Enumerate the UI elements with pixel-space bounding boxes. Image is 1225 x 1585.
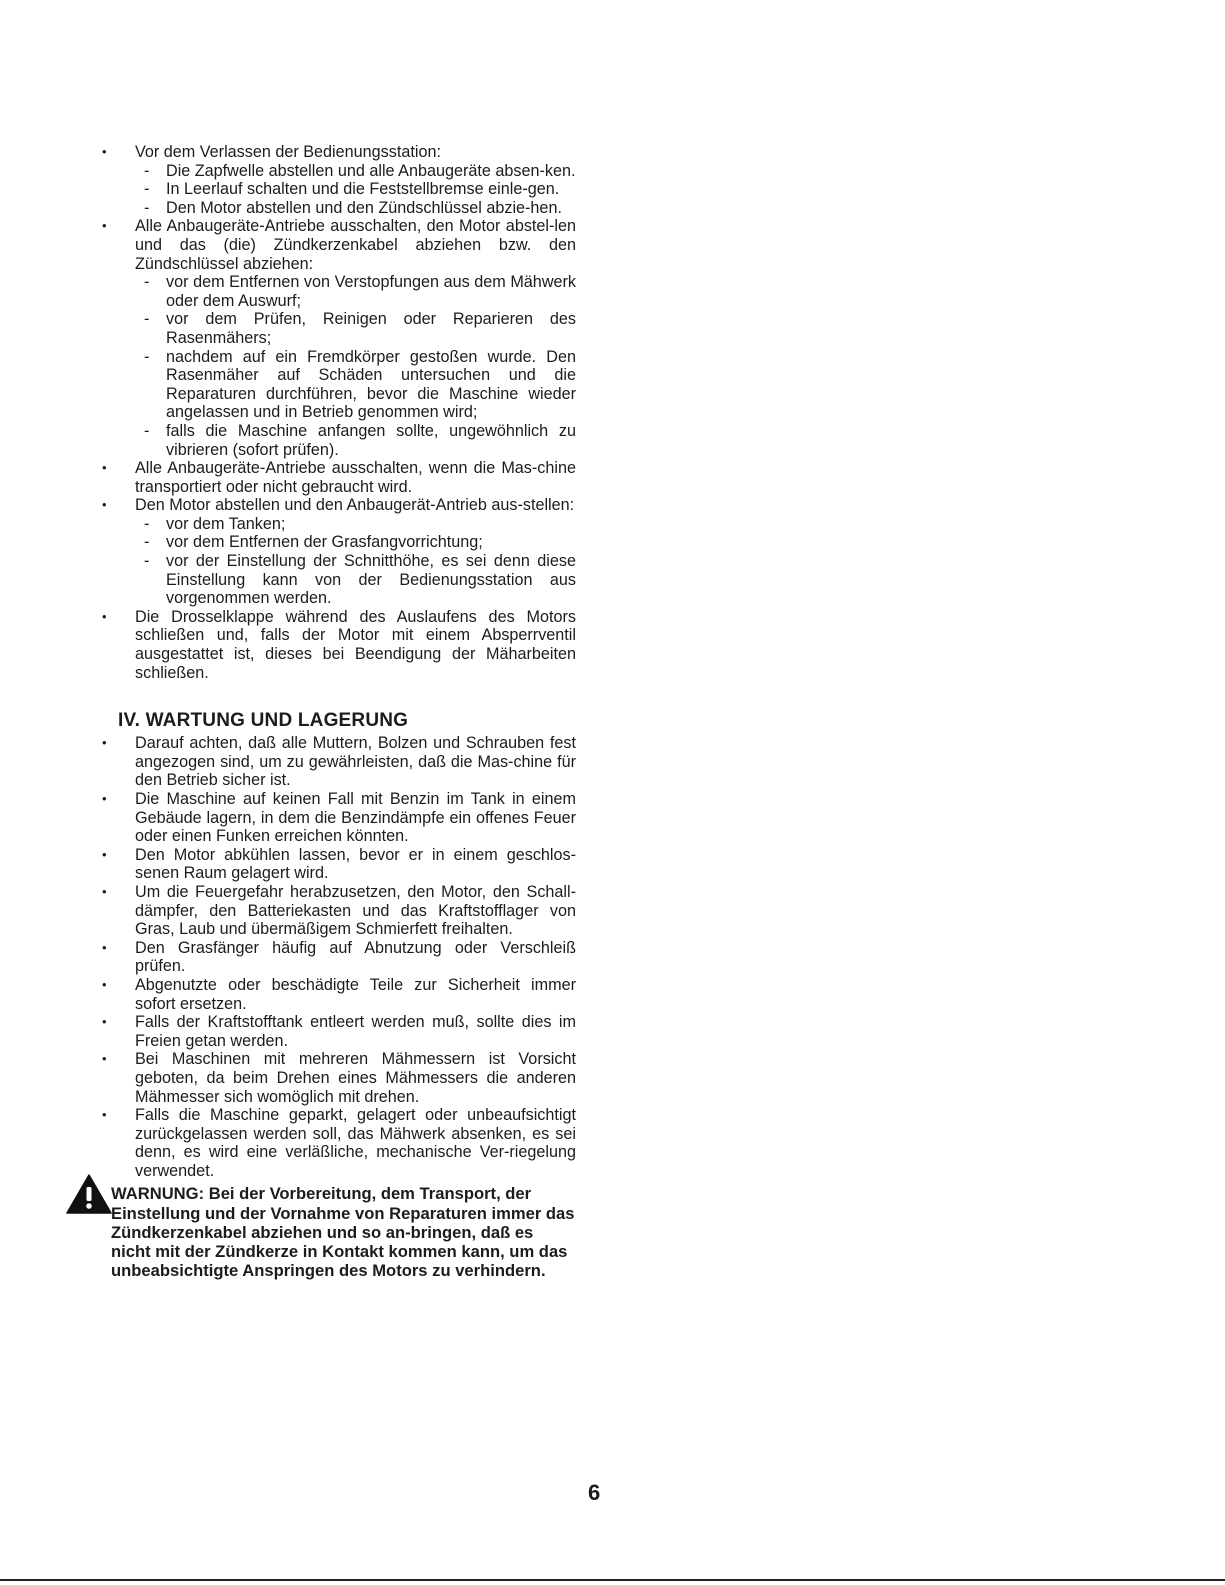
list-item: • Um die Feuergefahr herabzusetzen, den Motor, den Schall-dämpfer, den Batteriekasten und das Kraftstofflager von Gras, Laub und übermäßigem Schmierfett freihalten. xyxy=(98,883,576,939)
list-item: • Falls der Kraftstofftank entleert werden muß, sollte dies im Freien getan werden. xyxy=(98,1013,576,1050)
page-number: 6 xyxy=(588,1480,601,1505)
bottom-rule xyxy=(0,1579,1225,1581)
list-item: • Falls die Maschine geparkt, gelagert oder unbeaufsichtigt zurückgelassen werden soll, das Mähwerk absenken, es sei denn, es wird eine verläßliche, mechanische Ver-riegelung verwendet. xyxy=(98,1106,576,1180)
sub-list-item: - falls die Maschine anfangen sollte, ungewöhnlich zu vibrieren (sofort prüfen). xyxy=(98,422,576,459)
sub-list-item: - vor dem Entfernen von Verstopfungen aus dem Mähwerk oder dem Auswurf; xyxy=(98,273,576,310)
list-item: • Den Motor abkühlen lassen, bevor er in einem geschlos-senen Raum gelagert wird. xyxy=(98,846,576,883)
list-item: • Die Maschine auf keinen Fall mit Benzin im Tank in einem Gebäude lagern, in dem die Benzindämpfe ein offenes Feuer oder einen Funken erreichen könnten. xyxy=(98,790,576,846)
list-item: • Bei Maschinen mit mehreren Mähmessern ist Vorsicht geboten, da beim Drehen eines Mähmessers die anderen Mähmesser sich womöglich mit drehen. xyxy=(98,1050,576,1106)
warning-triangle-icon xyxy=(66,1174,112,1214)
list-item: • Den Motor abstellen und den Anbaugerät-Antrieb aus-stellen: xyxy=(98,496,576,515)
warning-block xyxy=(98,1184,576,1280)
list-item: • Alle Anbaugeräte-Antriebe ausschalten, wenn die Mas-chine transportiert oder nicht gebraucht wird. xyxy=(98,459,576,496)
warning-text: WARNUNG: Bei der Vorbereitung, dem Transport, der Einstellung und der Vornahme von Reparaturen immer das Zündkerzenkabel abziehen und so an-bringen, daß es nicht mit der Zündkerze in Kontakt kommen kann, um das unbeabsichtigte Anspringen des Motors zu verhindern. xyxy=(111,1184,575,1281)
sub-list-item: - vor dem Entfernen der Grasfangvorrichtung; xyxy=(98,533,576,552)
sub-list-item: - Den Motor abstellen und den Zündschlüssel abzie-hen. xyxy=(98,199,576,218)
list-item: • Den Grasfänger häufig auf Abnutzung oder Verschleiß prüfen. xyxy=(98,939,576,976)
list-item: • Die Drosselklappe während des Auslaufens des Motors schließen und, falls der Motor mit einem Absperrventil ausgestattet ist, dieses bei Beendigung der Mäharbeiten schließen. xyxy=(98,608,576,682)
sub-list-item: - vor dem Tanken; xyxy=(98,515,576,534)
list-item: • Darauf achten, daß alle Muttern, Bolzen und Schrauben fest angezogen sind, um zu gewährleisten, daß die Mas-chine für den Betrieb sicher ist. xyxy=(98,734,576,790)
section-heading: IV. WARTUNG UND LAGERUNG xyxy=(118,710,409,732)
list-item: • Alle Anbaugeräte-Antriebe ausschalten, den Motor abstel-len und das (die) Zündkerzenkabel abziehen bzw. den Zündschlüssel abziehen: xyxy=(98,217,576,273)
list-item: • Vor dem Verlassen der Bedienungsstation: xyxy=(98,143,576,162)
list-item: • Abgenutzte oder beschädigte Teile zur Sicherheit immer sofort ersetzen. xyxy=(98,976,576,1013)
text-column xyxy=(98,143,576,1280)
sub-list-item: - nachdem auf ein Fremdkörper gestoßen wurde. Den Rasenmäher auf Schäden untersuchen und die Reparaturen durchführen, bevor die Maschine wieder angelassen und in Betrieb genommen wird; xyxy=(98,348,576,422)
sub-list-item: - In Leerlauf schalten und die Feststellbremse einle-gen. xyxy=(98,180,576,199)
sub-list-item: - Die Zapfwelle abstellen und alle Anbaugeräte absen-ken. xyxy=(98,162,576,181)
sub-list-item: - vor dem Prüfen, Reinigen oder Reparieren des Rasenmähers; xyxy=(98,310,576,347)
sub-list-item: - vor der Einstellung der Schnitthöhe, es sei denn diese Einstellung kann von der Bedienungsstation aus vorgenommen werden. xyxy=(98,552,576,608)
